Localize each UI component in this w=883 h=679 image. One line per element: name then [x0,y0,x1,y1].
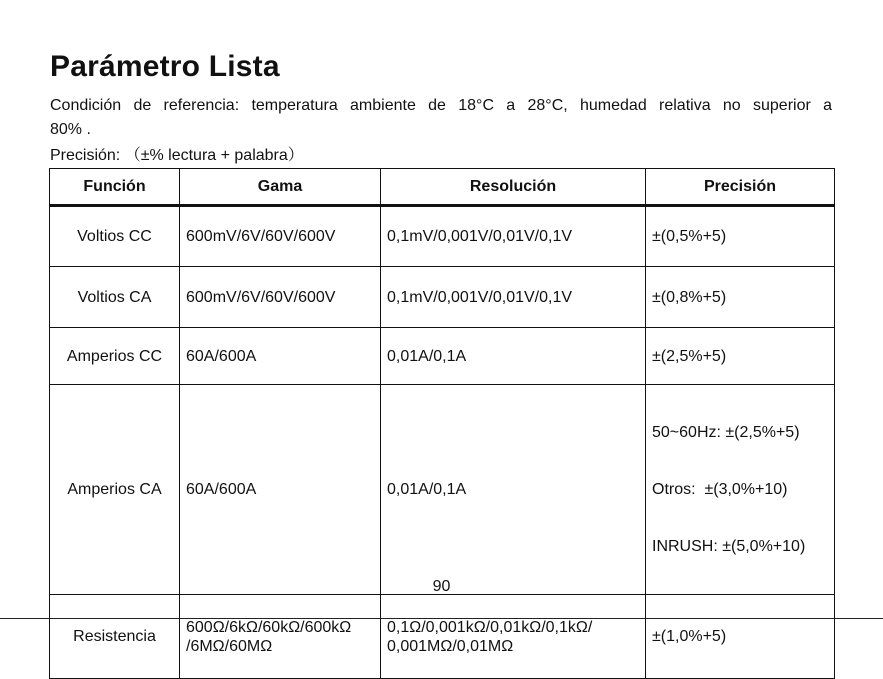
cell-line: 0,1mV/0,001V/0,01V/0,1V [387,228,573,245]
cell-resolucion [381,328,646,385]
cell-gama [180,595,381,679]
cell-resolucion [381,267,646,328]
parameter-table [49,168,835,679]
header-gama: Gama [180,169,381,206]
page-number: 90 [432,578,451,595]
cell-line: /6MΩ/60MΩ [186,637,273,655]
cell-funcion: Resistencia [50,595,180,679]
cell-resolucion [381,385,646,595]
cell-funcion: Voltios CA [50,267,180,328]
cell-gama [180,385,381,595]
table-row [50,328,835,385]
cell-resolucion [381,206,646,267]
cell-precision [646,206,835,267]
cell-line: 600Ω/6kΩ/60kΩ/600kΩ [186,618,352,636]
header-resolucion: Resolución [381,169,646,206]
cell-line: 600mV/6V/60V/600V [186,228,336,245]
cell-gama [180,328,381,385]
cell-gama [180,206,381,267]
cell-resolucion [381,595,646,679]
cell-line: 0,01A/0,1A [387,481,467,498]
cell-line: 600mV/6V/60V/600V [186,288,336,306]
cell-precision [646,595,835,679]
reference-conditions-continuation: 80% . [50,121,91,138]
cell-line: ±(0,5%+5) [652,228,727,245]
cell-funcion: Amperios CA [50,385,180,595]
cell-gama [180,267,381,328]
cell-line: 0,01A/0,1A [387,347,467,365]
cell-line: ±(1,0%+5) [652,628,727,645]
table-row [50,595,835,679]
reference-conditions-text: Condición de referencia: temperatura ambiente de 18°C a 28°C, humedad relativa no superior a [50,97,832,114]
table-row [50,385,835,595]
page-title: Parámetro Lista [50,50,280,83]
cell-line: Otros: ±(3,0%+10) [652,481,788,498]
cell-line: 0,1Ω/0,001kΩ/0,01kΩ/0,1kΩ/ [387,618,593,636]
table-row [50,267,835,328]
header-precision: Precisión [646,169,835,206]
cell-funcion: Amperios CC [50,328,180,385]
table-header-row [50,169,835,206]
cell-line: ±(0,8%+5) [652,288,727,306]
cell-line: 60A/600A [186,347,257,365]
cell-line: 50~60Hz: ±(2,5%+5) [652,424,800,441]
cell-line: 0,1mV/0,001V/0,01V/0,1V [387,288,573,306]
cell-funcion: Voltios CC [50,206,180,267]
cell-precision [646,385,835,595]
cell-line: 0,001MΩ/0,01MΩ [387,637,514,655]
header-funcion: Función [50,169,180,206]
cell-precision [646,328,835,385]
cell-line: INRUSH: ±(5,0%+10) [652,538,806,555]
cell-line: ±(2,5%+5) [652,347,727,365]
table-row [50,206,835,267]
cell-precision [646,267,835,328]
page-footer-divider [0,618,883,619]
precision-note: Precisión: （±% lectura + palabra） [50,147,304,164]
cell-line: 60A/600A [186,481,257,498]
